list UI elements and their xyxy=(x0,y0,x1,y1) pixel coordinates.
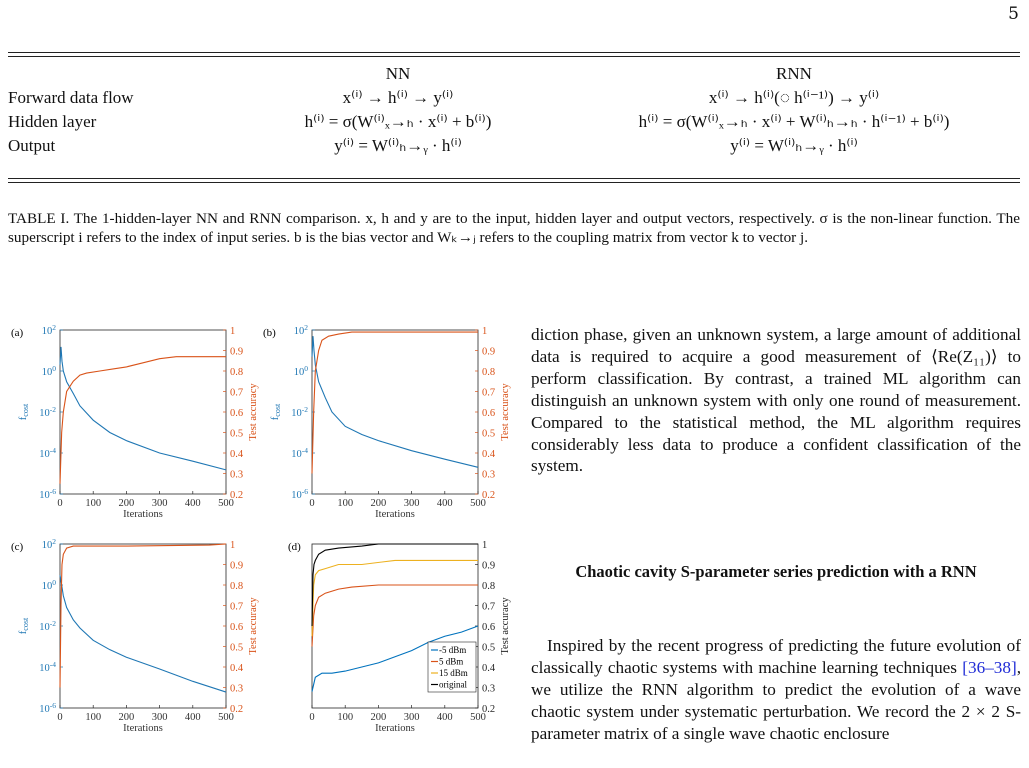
y-tick-label: $10^{-6}$ xyxy=(291,487,308,501)
x-axis-label: Iterations xyxy=(123,723,163,734)
y-tick-label: $10^{-4}$ xyxy=(39,660,56,674)
y-axis-label-left: fcost xyxy=(18,617,30,635)
y-tick-label-right: 0.7 xyxy=(482,601,496,613)
table-bottom-rule-2 xyxy=(8,182,1020,183)
plot-frame xyxy=(312,330,478,494)
y-tick-label-right: 0.2 xyxy=(230,704,244,715)
y-axis-label-right: Test accuracy xyxy=(248,597,259,655)
y-tick-label-right: 0.2 xyxy=(482,704,496,715)
y-tick-label: $10^0$ xyxy=(41,578,56,592)
y-tick-label: $10^0$ xyxy=(41,364,56,378)
y-tick-label: $10^{-4}$ xyxy=(291,446,308,460)
accuracy-series-line xyxy=(60,544,226,688)
legend-entry: 15 dBm xyxy=(439,668,468,678)
y-tick-label: $10^2$ xyxy=(41,323,56,337)
y-tick-label: $10^0$ xyxy=(293,364,308,378)
x-tick-label: 100 xyxy=(337,498,354,509)
x-tick-label: 400 xyxy=(436,498,453,509)
y-tick-label: $10^{-2}$ xyxy=(39,405,56,419)
table-top-rule-2 xyxy=(8,56,1020,57)
cost-series-line xyxy=(312,336,478,467)
x-tick-label: 0 xyxy=(309,498,315,509)
y-tick-label-right: 0.7 xyxy=(230,387,244,399)
x-tick-label: 500 xyxy=(470,712,486,723)
y-axis-label-left: fcost xyxy=(18,403,30,421)
y-tick-label-right: 0.6 xyxy=(230,622,244,633)
y-tick-label: $10^2$ xyxy=(293,323,308,337)
section-heading: Chaotic cavity S-parameter series prediction with a RNN xyxy=(575,562,977,581)
x-tick-label: 200 xyxy=(370,712,387,723)
cost-series-line xyxy=(60,575,226,692)
nn-formula: x⁽ⁱ⁾ → h⁽ⁱ⁾ → y⁽ⁱ⁾ xyxy=(342,88,454,107)
y-tick-label-right: 0.9 xyxy=(482,346,496,358)
y-tick-label-right: 1 xyxy=(230,540,236,551)
x-tick-label: 300 xyxy=(151,498,168,509)
nn-formula: y⁽ⁱ⁾ = W⁽ⁱ⁾ₕ→ᵧ · h⁽ⁱ⁾ xyxy=(334,136,462,155)
panel-label: (a) xyxy=(11,327,24,339)
y-tick-label-right: 0.2 xyxy=(230,490,244,501)
y-tick-label-right: 0.8 xyxy=(230,581,244,592)
y-tick-label-right: 1 xyxy=(482,540,488,551)
x-axis-label: Iterations xyxy=(375,509,415,520)
table-bottom-rule xyxy=(8,178,1020,179)
nn-formula: h⁽ⁱ⁾ = σ(W⁽ⁱ⁾ₓ→ₕ · x⁽ⁱ⁾ + b⁽ⁱ⁾) xyxy=(304,112,492,131)
y-tick-label-right: 0.2 xyxy=(482,490,496,501)
y-tick-label-right: 1 xyxy=(482,326,488,337)
y-tick-label: $10^{-6}$ xyxy=(39,487,56,501)
y-tick-label: $10^{-2}$ xyxy=(291,405,308,419)
x-axis-label: Iterations xyxy=(123,509,163,520)
y-tick-label-right: 0.7 xyxy=(230,601,244,613)
para2-text-start: Inspired by the recent progress of predicting the future evolution of classically chaotic systems with machine learning techniques xyxy=(531,636,1021,677)
x-tick-label: 400 xyxy=(436,712,453,723)
comparison-table xyxy=(8,62,1020,158)
y-tick-label-right: 0.5 xyxy=(482,642,496,654)
accuracy-series-line xyxy=(312,332,478,473)
x-tick-label: 300 xyxy=(403,498,420,509)
accuracy-series-line xyxy=(60,357,226,484)
table-caption: TABLE I. The 1-hidden-layer NN and RNN comparison. x, h and y are to the input, hidden layer and output vectors, respectively. σ is the non-linear function. The superscript i refers to the index of input series. b is the bias vector and Wₖ→ⱼ refers to the coupling matrix from vector k to vector j. xyxy=(8,210,1020,246)
legend-entry: -5 dBm xyxy=(439,645,467,655)
x-tick-label: 0 xyxy=(309,712,315,723)
citation-link[interactable]: [36–38] xyxy=(962,657,1017,677)
row-label: Forward data flow xyxy=(8,88,134,107)
para2-text-end: , we utilize the RNN algorithm to predict the evolution of a wave chaotic system under systematic perturbation. We record the 2 × 2 S-parameter matrix of a single wave chaotic enclosure xyxy=(531,657,1021,743)
y-tick-label-right: 0.4 xyxy=(482,449,496,460)
x-tick-label: 500 xyxy=(218,498,234,509)
y-tick-label-right: 0.5 xyxy=(482,428,496,440)
y-tick-label-right: 0.8 xyxy=(482,581,496,592)
y-tick-label: $10^{-6}$ xyxy=(39,701,56,715)
x-tick-label: 100 xyxy=(85,712,102,723)
x-tick-label: 300 xyxy=(151,712,168,723)
col-header-nn: NN xyxy=(385,64,411,83)
chart-panel-c xyxy=(4,532,262,744)
table-row-hidden xyxy=(8,110,1020,134)
y-tick-label-right: 0.7 xyxy=(482,387,496,399)
y-tick-label-right: 0.9 xyxy=(482,560,496,572)
table-row-output xyxy=(8,134,1020,158)
table-top-rule xyxy=(8,52,1020,53)
legend-entry: original xyxy=(439,679,467,690)
y-tick-label: $10^{-4}$ xyxy=(39,446,56,460)
y-axis-label-right: Test accuracy xyxy=(500,597,511,655)
y-tick-label-right: 0.3 xyxy=(230,683,244,695)
x-tick-label: 300 xyxy=(403,712,420,723)
body-paragraph-1: diction phase, given an unknown system, a large amount of additional data is required to acquire a good measurement of ⟨Re(Z₁₁)⟩ to perform classification. By contrast, a trained ML algorithm can distinguish an unknown system with only one round of measurement. Compared to the statistical method, the ML algorithm requires considerably less data to produce a confident classification of the system. xyxy=(531,325,1021,476)
header-empty-cell xyxy=(8,62,228,86)
x-tick-label: 200 xyxy=(370,498,387,509)
x-tick-label: 500 xyxy=(218,712,234,723)
x-tick-label: 100 xyxy=(337,712,354,723)
col-header-rnn: RNN xyxy=(776,64,812,83)
x-tick-label: 100 xyxy=(85,498,102,509)
panel-label: (b) xyxy=(263,327,276,339)
y-axis-label-left: fcost xyxy=(270,403,282,421)
y-tick-label: $10^2$ xyxy=(41,537,56,551)
x-tick-label: 200 xyxy=(118,712,135,723)
x-tick-label: 400 xyxy=(184,712,201,723)
rnn-formula: y⁽ⁱ⁾ = W⁽ⁱ⁾ₕ→ᵧ · h⁽ⁱ⁾ xyxy=(730,136,858,155)
y-axis-label-right: Test accuracy xyxy=(500,383,511,441)
cost-series-line xyxy=(60,347,226,470)
x-tick-label: 0 xyxy=(57,712,63,723)
x-tick-label: 0 xyxy=(57,498,63,509)
x-axis-label: Iterations xyxy=(375,723,415,734)
y-tick-label-right: 0.6 xyxy=(230,408,244,419)
y-tick-label-right: 1 xyxy=(230,326,236,337)
chart-panel-a xyxy=(4,318,262,530)
y-tick-label-right: 0.4 xyxy=(230,449,244,460)
chart-panel-b xyxy=(256,318,514,530)
x-tick-label: 400 xyxy=(184,498,201,509)
y-tick-label: $10^{-2}$ xyxy=(39,619,56,633)
y-tick-label-right: 0.6 xyxy=(482,408,496,419)
rnn-formula: x⁽ⁱ⁾ → h⁽ⁱ⁾(◌ h⁽ⁱ⁻¹⁾) → y⁽ⁱ⁾ xyxy=(708,88,880,107)
table-row-forward xyxy=(8,86,1020,110)
y-tick-label-right: 0.5 xyxy=(230,428,244,440)
row-label: Output xyxy=(8,136,56,155)
y-tick-label-right: 0.9 xyxy=(230,346,244,358)
legend-entry: 5 dBm xyxy=(439,656,464,667)
y-tick-label-right: 0.8 xyxy=(230,367,244,378)
rnn-formula: h⁽ⁱ⁾ = σ(W⁽ⁱ⁾ₓ→ₕ · x⁽ⁱ⁾ + W⁽ⁱ⁾ₕ→ₕ · h⁽ⁱ⁻¹⁾ + b⁽ⁱ⁾) xyxy=(638,112,950,131)
y-tick-label-right: 0.6 xyxy=(482,622,496,633)
accuracy-series-line xyxy=(312,560,478,636)
y-tick-label-right: 0.3 xyxy=(230,469,244,481)
chart-panel-d xyxy=(256,532,514,744)
panel-label: (d) xyxy=(288,541,301,553)
row-label: Hidden layer xyxy=(8,112,97,131)
y-tick-label-right: 0.5 xyxy=(230,642,244,654)
body-paragraph-2 xyxy=(531,635,1021,765)
y-tick-label-right: 0.3 xyxy=(482,683,496,695)
x-tick-label: 200 xyxy=(118,498,135,509)
y-tick-label-right: 0.4 xyxy=(482,663,496,674)
y-tick-label-right: 0.9 xyxy=(230,560,244,572)
plot-frame xyxy=(60,544,226,708)
accuracy-series-line xyxy=(312,585,478,647)
x-tick-label: 500 xyxy=(470,498,486,509)
table-header-row xyxy=(8,62,1020,86)
panel-label: (c) xyxy=(11,541,24,553)
y-tick-label-right: 0.4 xyxy=(230,663,244,674)
page-number: 5 xyxy=(1008,4,1019,24)
y-tick-label-right: 0.3 xyxy=(482,469,496,481)
y-tick-label-right: 0.8 xyxy=(482,367,496,378)
y-axis-label-right: Test accuracy xyxy=(248,383,259,441)
